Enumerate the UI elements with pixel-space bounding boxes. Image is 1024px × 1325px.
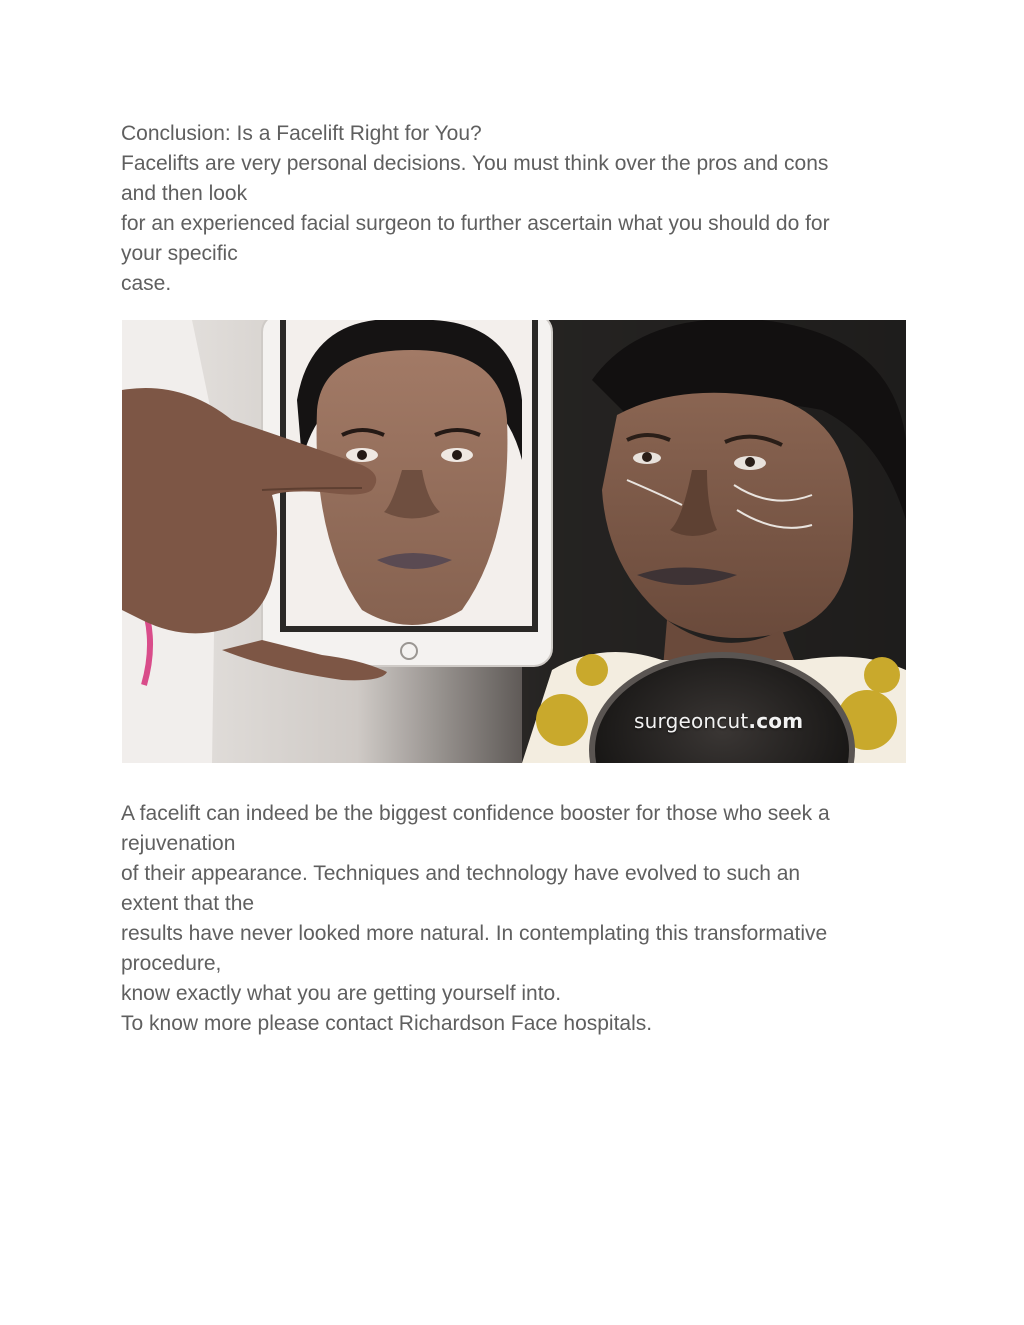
watermark-text: surgeoncut.com (634, 709, 804, 733)
paragraph-line: rejuvenation (121, 832, 236, 855)
intro-section (121, 119, 911, 299)
paragraph-line: for an experienced facial surgeon to further ascertain what you should do for (121, 212, 830, 235)
paragraph-line: your specific (121, 242, 238, 265)
paragraph-line: of their appearance. Techniques and technology have evolved to such an (121, 862, 801, 885)
paragraph-line: results have never looked more natural. In contemplating this transformative (121, 922, 828, 945)
paragraph-line: procedure, (121, 952, 222, 975)
paragraph-line: and then look (121, 182, 248, 205)
facelift-consultation-photo (122, 320, 906, 763)
section-heading: Conclusion: Is a Facelift Right for You? (121, 122, 482, 145)
paragraph-line: case. (121, 272, 172, 295)
closing-section (121, 799, 911, 1039)
contact-line: To know more please contact Richardson Face hospitals. (121, 1012, 653, 1035)
paragraph-line: Facelifts are very personal decisions. You must think over the pros and cons (121, 152, 829, 175)
paragraph-line: know exactly what you are getting yourself into. (121, 982, 562, 1005)
paragraph-line: extent that the (121, 892, 255, 915)
paragraph-line: A facelift can indeed be the biggest confidence booster for those who seek a (121, 802, 830, 825)
photo-illustration (122, 320, 906, 763)
